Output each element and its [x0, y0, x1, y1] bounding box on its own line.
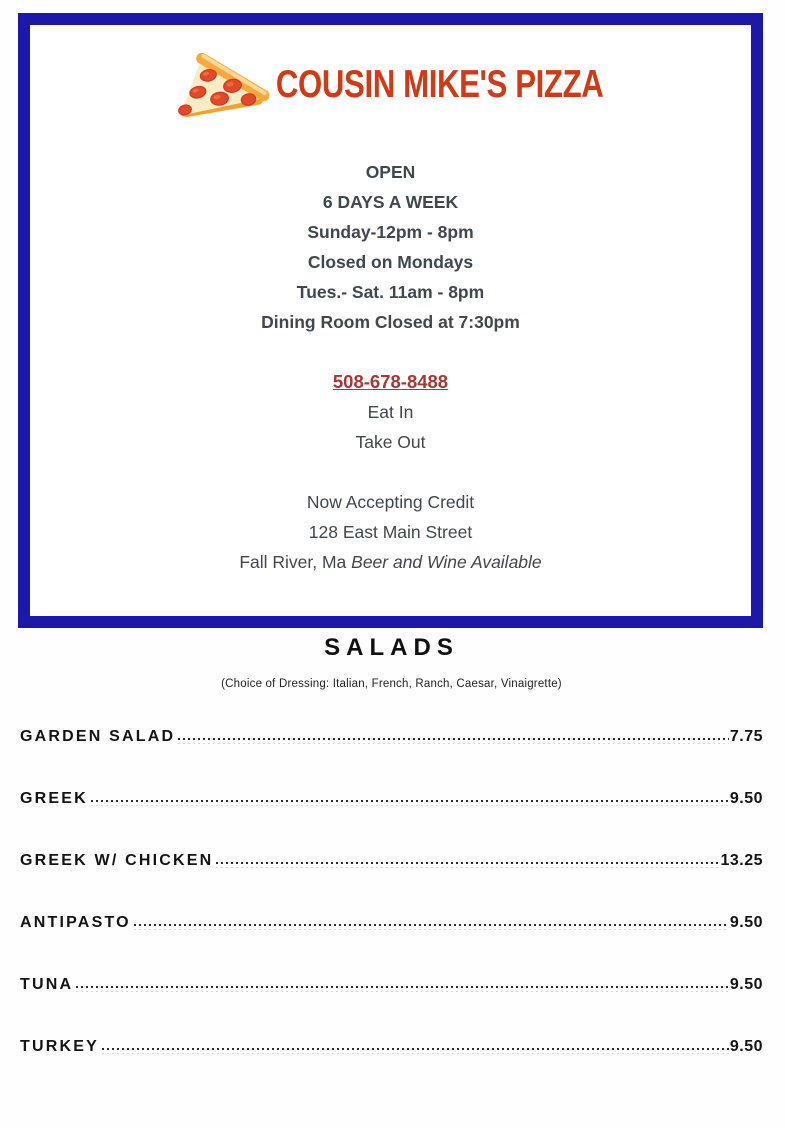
menu-item-row — [20, 788, 763, 809]
hours-line-sunday: Sunday-12pm - 8pm — [307, 222, 474, 242]
menu-item-row — [20, 726, 763, 747]
dotted-leader — [178, 738, 729, 745]
hours-line-tues-sat: Tues.- Sat. 11am - 8pm — [296, 282, 485, 302]
menu-section-salads — [0, 632, 785, 1128]
menu-item-name: GREEK W/ CHICKEN — [20, 852, 214, 869]
menu-item-name: ANTIPASTO — [20, 914, 131, 931]
hours-line-days: 6 DAYS A WEEK — [322, 192, 459, 212]
info-city: Fall River, Ma — [239, 552, 352, 572]
menu-item-price: 9.50 — [729, 1038, 763, 1055]
pizza-slice-icon — [173, 48, 271, 122]
menu-item-row — [20, 912, 763, 933]
menu-item-price: 13.25 — [720, 852, 763, 869]
hours-line-monday: Closed on Mondays — [307, 252, 474, 272]
menu-item-price: 7.75 — [729, 728, 763, 745]
menu-item-price: 9.50 — [729, 976, 763, 993]
menu-list — [20, 726, 763, 1057]
dotted-leader — [91, 800, 729, 807]
menu-item-name: TURKEY — [20, 1038, 99, 1055]
brand-row — [30, 47, 751, 123]
info-credit: Now Accepting Credit — [306, 492, 475, 512]
brand-title: COUSIN MIKE'S PIZZA — [275, 63, 604, 106]
menu-item-row — [20, 1036, 763, 1057]
phone-block — [30, 367, 751, 457]
menu-item-name: GREEK — [20, 790, 88, 807]
menu-item-row — [20, 850, 763, 871]
menu-item-name: TUNA — [20, 976, 74, 993]
dotted-leader — [134, 924, 729, 931]
service-eat-in: Eat In — [367, 402, 414, 422]
info-city-beer-wine — [30, 547, 751, 577]
dotted-leader — [216, 862, 719, 869]
section-dressing-note: (Choice of Dressing: Italian, French, Ranch, Caesar, Vinaigrette) — [221, 678, 562, 690]
info-block — [30, 487, 751, 577]
menu-item-name: GARDEN SALAD — [20, 728, 176, 745]
hours-line-dining-room: Dining Room Closed at 7:30pm — [261, 312, 520, 332]
menu-item-price: 9.50 — [729, 914, 763, 931]
menu-item-row — [20, 974, 763, 995]
phone-link[interactable]: 508-678-8488 — [332, 371, 449, 392]
hours-line-open: OPEN — [365, 162, 416, 182]
dotted-leader — [76, 986, 729, 993]
service-take-out: Take Out — [355, 432, 426, 452]
header-card — [18, 13, 763, 628]
info-address: 128 East Main Street — [308, 522, 473, 542]
info-beer-wine: Beer and Wine Available — [351, 552, 542, 572]
dotted-leader — [102, 1048, 729, 1055]
section-title: SALADS — [324, 634, 459, 661]
menu-item-price: 9.50 — [729, 790, 763, 807]
hours-block — [30, 157, 751, 337]
